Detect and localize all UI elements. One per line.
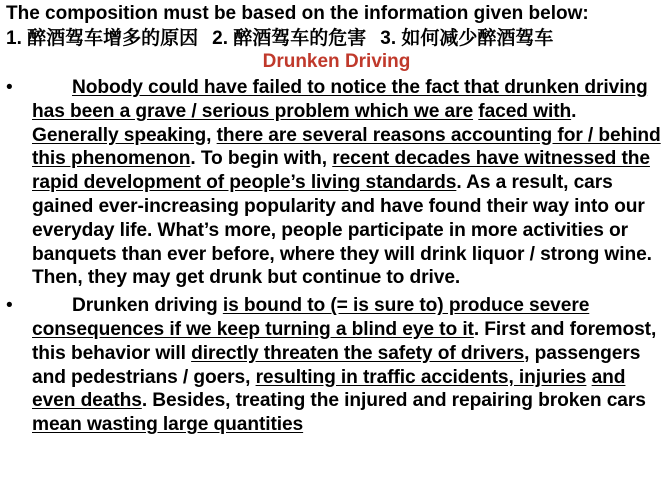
paragraph-text: , passengers and pedestrians / goers, (32, 342, 641, 388)
outline-points (6, 25, 661, 50)
paragraph-text: Drunken driving (72, 295, 223, 317)
bullet-marker: • (6, 77, 13, 98)
paragraph-text: . As a result, cars gained ever-increasing popularity and have found their way into our everyday life. What’s more, people participate in more activities or banquets than ever before, where they will drink liquor / strong wine. Then, they may get drunk but continue to drive. (32, 172, 652, 289)
bullet-paragraph-2 (6, 294, 661, 437)
underlined-phrase: recent decades have witnessed the rapid development of people’s living standards (32, 148, 650, 194)
underlined-phrase: Nobody could have failed to notice the fact that drunken driving has been a grave / serious problem which we are (32, 77, 648, 122)
paragraph-text: , (206, 124, 217, 146)
paragraph-text: . First and foremost, this behavior will (32, 318, 657, 364)
outline-point-2: 2. 醉酒驾车的危害 (212, 28, 367, 49)
underlined-phrase: mean wasting large quantities (32, 414, 304, 436)
paragraph-text: . To begin with, (190, 148, 333, 170)
paragraph-text: . Besides, treating the injured and repairing broken cars (141, 390, 646, 412)
essay-title: Drunken Driving (262, 51, 411, 72)
bullet-marker: • (6, 295, 13, 317)
underlined-phrase: directly threaten the safety of drivers (191, 342, 525, 364)
underlined-phrase: there are several reasons accounting for / behind this phenomenon (32, 124, 661, 170)
paragraph-text: . (571, 100, 577, 122)
underlined-phrase: faced with (478, 100, 572, 122)
underlined-phrase: is bound to (= is sure to) produce severe consequences if we keep turning a blind eye to it (32, 295, 590, 340)
bullet-paragraph-1 (6, 76, 661, 290)
outline-point-3: 3. 如何减少醉酒驾车 (380, 28, 554, 49)
bullet-list (6, 76, 661, 437)
underlined-phrase: and even deaths (32, 366, 626, 412)
outline-point-1: 1. 醉酒驾车增多的原因 (6, 28, 199, 49)
underlined-phrase: resulting in traffic accidents, injuries (255, 366, 587, 388)
underlined-phrase: Generally speaking (32, 124, 207, 146)
instruction-line: The composition must be based on the information given below: (6, 3, 589, 24)
